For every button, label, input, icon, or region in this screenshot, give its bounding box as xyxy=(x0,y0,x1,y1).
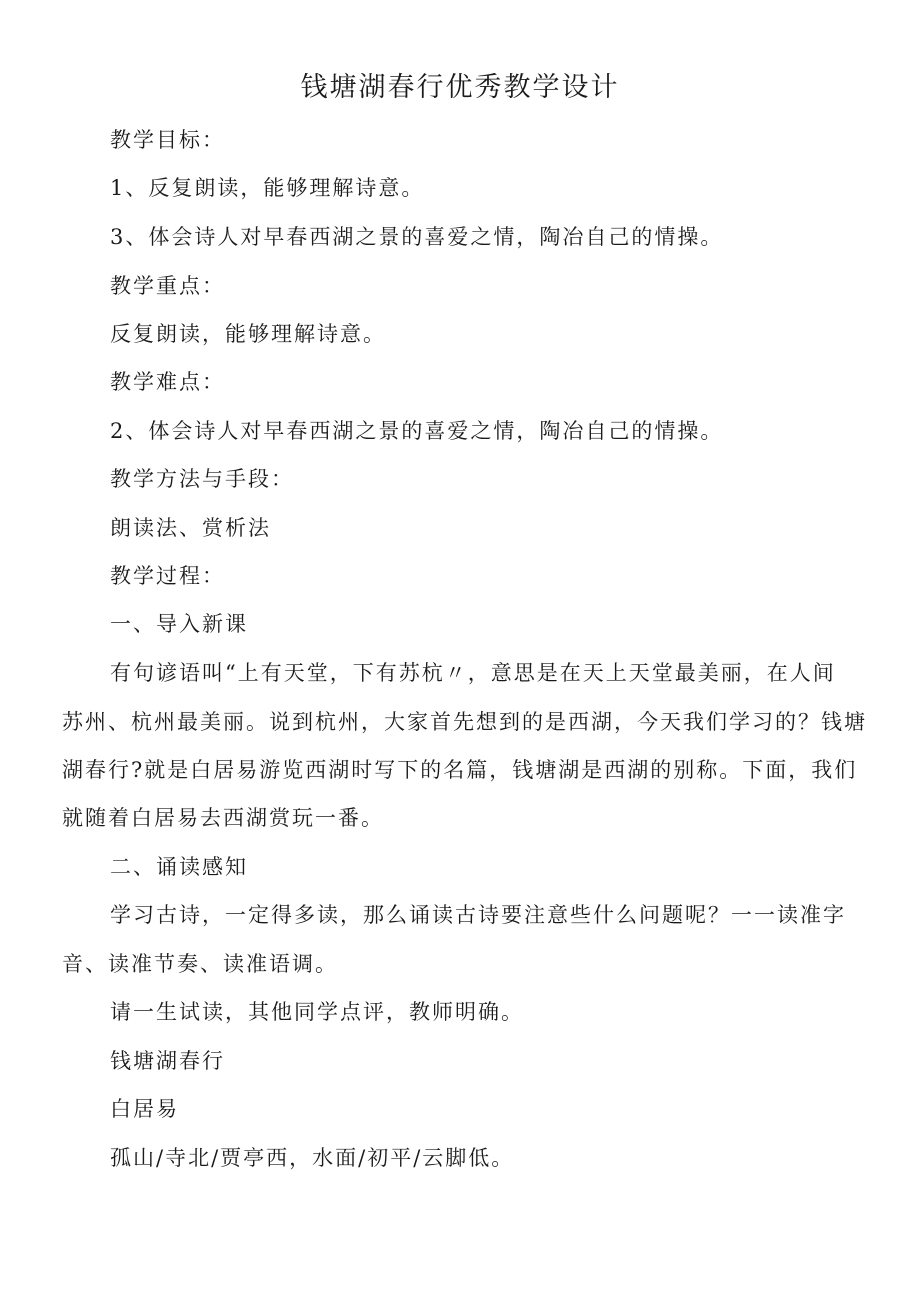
heading-methods: 教学方法与手段： xyxy=(110,467,294,491)
document-title: 钱塘湖春行优秀教学设计 xyxy=(300,72,620,103)
section-heading-intro: 一、导入新课 xyxy=(110,612,248,636)
paragraph-intro-line-3: 湖春行?就是白居易游览西湖时写下的名篇，钱塘湖是西湖的别称。下面，我们 xyxy=(62,758,858,782)
heading-teaching-objectives: 教学目标： xyxy=(110,128,225,152)
paragraph-reading-line-1: 学习古诗，一定得多读，那么诵读古诗要注意些什么问题呢？一一读准字 xyxy=(110,903,846,927)
section-heading-reading: 二、诵读感知 xyxy=(110,855,248,879)
teaching-focus-text: 反复朗读，能够理解诗意。 xyxy=(110,322,386,346)
poem-author: 白居易 xyxy=(110,1097,179,1121)
objective-item-3: 3、体会诗人对早春西湖之景的喜爱之情，陶冶自己的情操。 xyxy=(110,225,724,249)
heading-teaching-difficulty: 教学难点： xyxy=(110,370,225,394)
poem-title: 钱塘湖春行 xyxy=(110,1049,225,1073)
poem-line-1: 孤山/寺北/贾亭西，水面/初平/云脚低。 xyxy=(110,1146,515,1170)
paragraph-reading-line-2: 音、读准节奏、读准语调。 xyxy=(62,952,338,976)
heading-teaching-process: 教学过程： xyxy=(110,564,225,588)
paragraph-intro-line-4: 就随着白居易去西湖赏玩一番。 xyxy=(62,806,384,830)
methods-text: 朗读法、赏析法 xyxy=(110,516,271,540)
reading-instruction: 请一生试读，其他同学点评，教师明确。 xyxy=(110,1000,524,1024)
paragraph-intro-line-2: 苏州、杭州最美丽。说到杭州，大家首先想到的是西湖，今天我们学习的？钱塘 xyxy=(62,710,867,734)
heading-teaching-focus: 教学重点： xyxy=(110,274,225,298)
objective-item-1: 1、反复朗读，能够理解诗意。 xyxy=(110,176,425,200)
paragraph-intro-line-1: 有句谚语叫“上有天堂，下有苏杭〃，意思是在天上天堂最美丽，在人间 xyxy=(110,661,836,685)
difficulty-item-2: 2、体会诗人对早春西湖之景的喜爱之情，陶冶自己的情操。 xyxy=(110,419,724,443)
